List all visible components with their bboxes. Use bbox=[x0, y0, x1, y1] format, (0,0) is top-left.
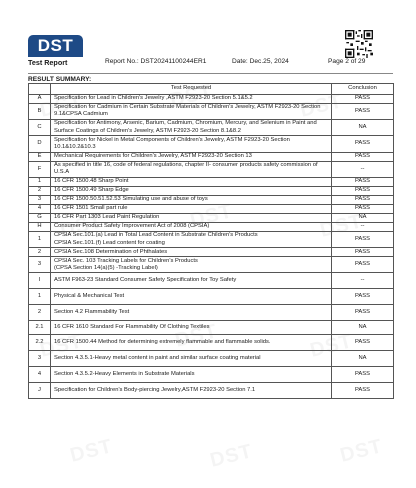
row-number: E bbox=[29, 152, 51, 161]
row-number: H bbox=[29, 222, 51, 231]
test-requested: CPSIA Sec.101.(a) Lead in Total Lead Content in Substrate Children's Products CPSIA Sec.101.(f) Lead content for coating bbox=[51, 231, 332, 247]
row-number: B bbox=[29, 103, 51, 119]
test-requested: CPSIA Sec. 103 Tracking Labels for Children's Products (CPSA Section 14(a)(5) -Tracking Label) bbox=[51, 257, 332, 273]
report-number: Report No.: DST20241100244ER1 bbox=[105, 58, 207, 65]
header-divider bbox=[28, 73, 393, 74]
page-number: Page 2 of 29 bbox=[328, 58, 366, 65]
test-requested: Specification for Nickel in Metal Components of Children's Jewelry, ASTM F2923-20 Section 10.1&10.2&10.3 bbox=[51, 136, 332, 152]
table-row bbox=[29, 383, 394, 399]
report-date: Date: Dec.25, 2024 bbox=[232, 58, 289, 65]
watermark bbox=[68, 435, 115, 468]
conclusion: PASS bbox=[332, 186, 394, 195]
watermark bbox=[208, 440, 255, 473]
conclusion: NA bbox=[332, 351, 394, 367]
result-summary-table bbox=[28, 83, 394, 399]
test-requested: 16 CFR Part 1303 Lead Paint Regulation bbox=[51, 213, 332, 222]
row-number: C bbox=[29, 120, 51, 136]
test-requested: As specified in title 16, code of federal regulations, chapter II- consumer products safety commission of U.S.A bbox=[51, 161, 332, 177]
conclusion: PASS bbox=[332, 94, 394, 103]
test-requested: Section 4.3.5.1-Heavy metal content in paint and similar surface coating material bbox=[51, 351, 332, 367]
row-number: 2 bbox=[29, 248, 51, 257]
row-number: G bbox=[29, 213, 51, 222]
row-number: 1 bbox=[29, 177, 51, 186]
row-number: 2.1 bbox=[29, 321, 51, 335]
table-row bbox=[29, 257, 394, 273]
conclusion: -- bbox=[332, 222, 394, 231]
test-requested: Section 4.3.5.2-Heavy Elements in Substrate Materials bbox=[51, 367, 332, 383]
conclusion: NA bbox=[332, 213, 394, 222]
table-row bbox=[29, 231, 394, 247]
conclusion: PASS bbox=[332, 204, 394, 213]
table-row bbox=[29, 335, 394, 351]
test-requested: Specification for Children's Body-piercing Jewelry,ASTM F2923-20 Section 7.1 bbox=[51, 383, 332, 399]
conclusion: PASS bbox=[332, 383, 394, 399]
row-number: 4 bbox=[29, 367, 51, 383]
test-requested: Physical & Mechanical Test bbox=[51, 289, 332, 305]
row-number: J bbox=[29, 383, 51, 399]
table-row bbox=[29, 321, 394, 335]
conclusion: NA bbox=[332, 321, 394, 335]
conclusion: PASS bbox=[332, 195, 394, 204]
table-row bbox=[29, 195, 394, 204]
test-requested: CPSIA Sec.108 Determination of Phthalates bbox=[51, 248, 332, 257]
conclusion: PASS bbox=[332, 103, 394, 119]
table-row bbox=[29, 305, 394, 321]
watermark bbox=[338, 435, 385, 468]
table-row bbox=[29, 204, 394, 213]
row-number: 2 bbox=[29, 305, 51, 321]
row-number: D bbox=[29, 136, 51, 152]
table-row bbox=[29, 136, 394, 152]
report-label: Test Report bbox=[28, 58, 68, 67]
table-row bbox=[29, 248, 394, 257]
table-header-row bbox=[29, 84, 394, 95]
conclusion: PASS bbox=[332, 231, 394, 247]
conclusion: PASS bbox=[332, 305, 394, 321]
row-number: 2.2 bbox=[29, 335, 51, 351]
table-row bbox=[29, 120, 394, 136]
conclusion: PASS bbox=[332, 136, 394, 152]
conclusion: PASS bbox=[332, 248, 394, 257]
row-number: 3 bbox=[29, 351, 51, 367]
table-row bbox=[29, 186, 394, 195]
row-number: 2 bbox=[29, 186, 51, 195]
test-requested: 16 CFR 1500.50.51.52.53 Simulating use and abuse of toys bbox=[51, 195, 332, 204]
row-number: 1 bbox=[29, 289, 51, 305]
table-row bbox=[29, 367, 394, 383]
table-row bbox=[29, 152, 394, 161]
test-requested: Specification for Antimony, Arsenic, Barium, Cadmium, Chromium, Mercury, and Selenium in Paint and Surface Coatings of Children's Jewelry, ASTM F2923-20 Section 8.1&8.2 bbox=[51, 120, 332, 136]
conclusion: PASS bbox=[332, 367, 394, 383]
conclusion: -- bbox=[332, 273, 394, 289]
test-requested: Section 4.2 Flammability Test bbox=[51, 305, 332, 321]
conclusion: -- bbox=[332, 161, 394, 177]
test-requested: ASTM F963-23 Standard Consumer Safety Specification for Toy Safety bbox=[51, 273, 332, 289]
row-number: I bbox=[29, 273, 51, 289]
table-row bbox=[29, 213, 394, 222]
test-requested: Consumer Product Safety Improvement Act of 2008 (CPSIA) bbox=[51, 222, 332, 231]
table-row bbox=[29, 94, 394, 103]
summary-title: RESULT SUMMARY: bbox=[28, 76, 92, 83]
row-number: F bbox=[29, 161, 51, 177]
table-row bbox=[29, 161, 394, 177]
test-requested: 16 CFR 1500.44 Method for determining extremely flammable and flammable solids. bbox=[51, 335, 332, 351]
conclusion: PASS bbox=[332, 335, 394, 351]
column-header: Test Requested bbox=[51, 84, 332, 95]
conclusion: PASS bbox=[332, 152, 394, 161]
row-number: 4 bbox=[29, 204, 51, 213]
conclusion: PASS bbox=[332, 257, 394, 273]
row-number: 1 bbox=[29, 231, 51, 247]
column-header: Conclusion bbox=[332, 84, 394, 95]
table-row bbox=[29, 222, 394, 231]
row-number: 3 bbox=[29, 195, 51, 204]
table-row bbox=[29, 289, 394, 305]
test-requested: 16 CFR 1610 Standard For Flammability Of Clothing Textiles bbox=[51, 321, 332, 335]
row-number: A bbox=[29, 94, 51, 103]
conclusion: PASS bbox=[332, 289, 394, 305]
test-requested: Specification for Lead in Children's Jewelry ,ASTM F2923-20 Section 5.1&5.2 bbox=[51, 94, 332, 103]
conclusion: PASS bbox=[332, 177, 394, 186]
test-requested: 16 CFR 1500.48 Sharp Point bbox=[51, 177, 332, 186]
company-logo: DST bbox=[28, 35, 83, 57]
test-requested: Specification for Cadmium in Certain Substrate Materials of Children's Jewelry, ASTM F2923-20 Section 9.1&CPSA Cadmium bbox=[51, 103, 332, 119]
row-number: 3 bbox=[29, 257, 51, 273]
qr-code-icon bbox=[345, 30, 373, 58]
conclusion: NA bbox=[332, 120, 394, 136]
test-requested: 16 CFR 1501 Small part rule bbox=[51, 204, 332, 213]
column-header bbox=[29, 84, 51, 95]
table-row bbox=[29, 103, 394, 119]
test-requested: Mechanical Requirements for Children's Jewelry, ASTM F2923-20 Section 13 bbox=[51, 152, 332, 161]
table-row bbox=[29, 273, 394, 289]
test-requested: 16 CFR 1500.49 Sharp Edge bbox=[51, 186, 332, 195]
table-row bbox=[29, 351, 394, 367]
table-row bbox=[29, 177, 394, 186]
